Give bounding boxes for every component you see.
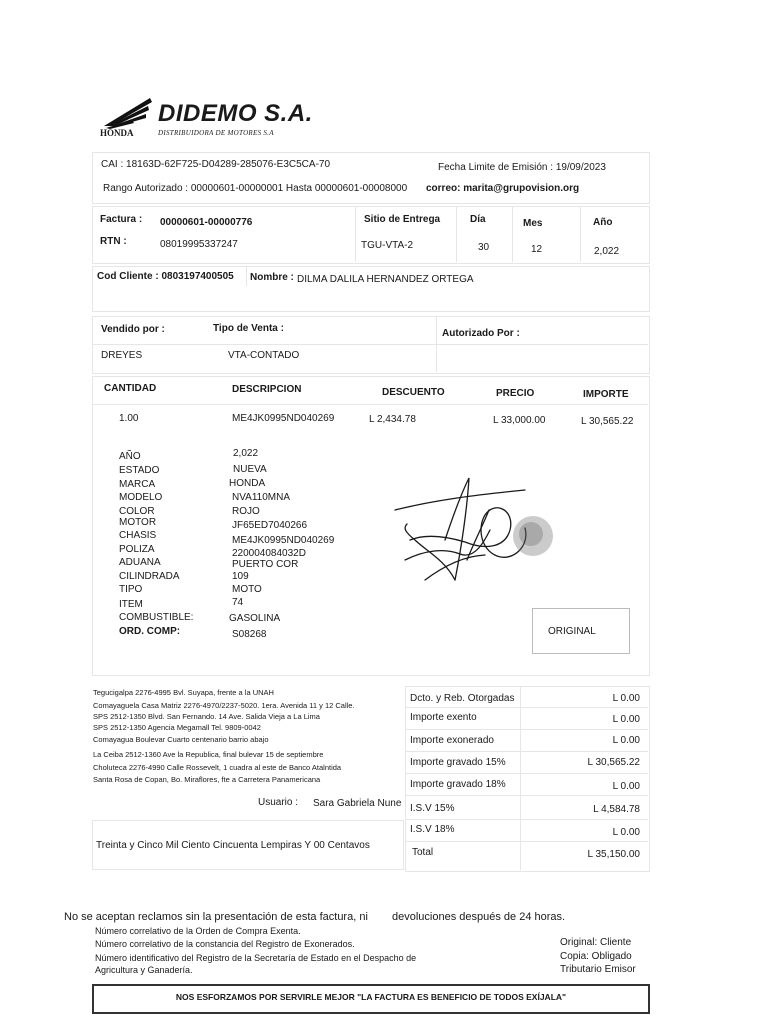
total-value: L 4,584.78 — [593, 804, 640, 815]
cod-cliente: Cod Cliente : 0803197400505 — [97, 271, 234, 282]
sale-box — [92, 316, 650, 374]
dia-value: 30 — [478, 242, 490, 253]
total-label: I.S.V 15% — [410, 803, 455, 814]
spec-label: TIPO — [119, 584, 143, 595]
notice-line: Agricultura y Ganadería. — [95, 965, 193, 975]
rango-autorizado: Rango Autorizado : 00000601-00000001 Hasta 00000601-00008000 — [103, 183, 408, 194]
copy-emisor: Tributario Emisor — [560, 964, 636, 975]
spec-label: CHASIS — [119, 530, 157, 541]
spec-label: AÑO — [119, 451, 141, 462]
spec-value: NVA110MNA — [232, 492, 290, 503]
total-value: L 30,565.22 — [587, 757, 640, 768]
mes-label: Mes — [523, 218, 543, 229]
spec-label: ORD. COMP: — [119, 626, 181, 637]
total-label: Total — [412, 847, 434, 858]
notice-line: Número correlativo de la constancia del Registro de Exonerados. — [95, 939, 355, 949]
spec-label: POLIZA — [119, 544, 155, 555]
col-precio: PRECIO — [496, 388, 535, 399]
sitio-label: Sitio de Entrega — [364, 214, 441, 225]
spec-value: GASOLINA — [229, 613, 281, 624]
col-cantidad: CANTIDAD — [104, 383, 157, 394]
spec-value: PUERTO COR — [232, 559, 299, 570]
vendido-label: Vendido por : — [101, 324, 165, 335]
autorizado-label: Autorizado Por : — [442, 328, 520, 339]
branch-line: SPS 2512-1350 Agencia Megamall Tel. 9809-0042 — [93, 723, 261, 732]
total-value: L 0.00 — [612, 781, 640, 792]
company-name: DIDEMO S.A. — [158, 100, 313, 127]
branch-line: Choluteca 2276-4990 Calle Rossevelt, 1 cuadra al este de Banco Atalntida — [93, 763, 342, 772]
rtn-value: 08019995337247 — [160, 239, 238, 250]
branch-line: Comayagua Boulevar Cuarto centenario barrio abajo — [93, 735, 269, 744]
branch-line: Tegucigalpa 2276-4995 Bvl. Suyapa, frente a la UNAH — [93, 688, 274, 697]
spec-value: HONDA — [229, 478, 266, 489]
total-label: Dcto. y Reb. Otorgadas — [410, 693, 515, 704]
slogan: NOS ESFORZAMOS POR SERVIRLE MEJOR "LA FACTURA ES BENEFICIO DE TODOS EXÍJALA" — [175, 992, 567, 1002]
dia-label: Día — [470, 214, 486, 225]
spec-label: ADUANA — [119, 557, 161, 568]
spec-value: 74 — [232, 597, 244, 608]
signature-image — [385, 470, 560, 590]
spec-label: MARCA — [119, 479, 156, 490]
spec-value: S08268 — [232, 629, 267, 640]
total-value: L 0.00 — [612, 735, 640, 746]
spec-value: 220004084032D — [232, 548, 306, 559]
original-stamp: ORIGINAL — [548, 626, 596, 637]
total-label: Importe exento — [410, 712, 477, 723]
col-descripcion: DESCRIPCION — [232, 384, 302, 395]
spec-value: ROJO — [232, 506, 260, 517]
total-label: Importe gravado 15% — [410, 757, 506, 768]
spec-label: ESTADO — [119, 465, 160, 476]
spec-value: 2,022 — [233, 448, 259, 459]
mes-value: 12 — [531, 244, 543, 255]
branch-line: La Ceiba 2512-1360 Ave la Republica, final bulevar 15 de septiembre — [93, 750, 324, 759]
total-label: Importe gravado 18% — [410, 779, 506, 790]
company-tagline: DISTRIBUIDORA DE MOTORES S.A — [158, 129, 274, 137]
item-cantidad: 1.00 — [119, 413, 139, 424]
spec-label: COMBUSTIBLE: — [119, 612, 194, 623]
spec-label: MODELO — [119, 492, 163, 503]
notice-line: Número identificativo del Registro de la Secretaría de Estado en el Despacho de — [95, 953, 417, 963]
copy-original: Original: Cliente — [560, 937, 632, 948]
sitio-value: TGU-VTA-2 — [361, 240, 414, 251]
total-value: L 0.00 — [612, 714, 640, 725]
spec-value: JF65ED7040266 — [232, 520, 308, 531]
copy-obligado: Copia: Obligado — [560, 951, 632, 962]
total-value: L 0.00 — [612, 827, 640, 838]
spec-value: ME4JK0995ND040269 — [232, 535, 335, 546]
item-descripcion: ME4JK0995ND040269 — [232, 413, 335, 424]
factura-value: 00000601-00000776 — [160, 217, 253, 228]
usuario-label: Usuario : — [258, 797, 299, 808]
item-descuento: L 2,434.78 — [369, 414, 416, 425]
spec-value: 109 — [232, 571, 249, 582]
col-descuento: DESCUENTO — [382, 387, 445, 398]
nombre-label: Nombre : — [250, 272, 294, 283]
total-label: I.S.V 18% — [410, 824, 455, 835]
branch-line: Santa Rosa de Copan, Bo. Miraflores, fte a Carretera Panamericana — [93, 775, 321, 784]
tipo-label: Tipo de Venta : — [213, 323, 284, 334]
spec-label: ITEM — [119, 599, 143, 610]
factura-label: Factura : — [100, 214, 143, 225]
total-value: L 0.00 — [612, 693, 640, 704]
branch-line: Comayaguela Casa Matriz 2276-4970/2237-5020. 1era. Avenida 11 y 12 Calle. — [93, 701, 355, 710]
tipo-value: VTA-CONTADO — [228, 350, 300, 361]
total-value: L 35,150.00 — [587, 849, 640, 860]
item-precio: L 33,000.00 — [493, 415, 546, 426]
spec-value: MOTO — [232, 584, 262, 595]
cai-text: CAI : 18163D-62F725-D04289-285076-E3C5CA-70 — [101, 159, 331, 170]
item-importe: L 30,565.22 — [581, 416, 634, 427]
vendido-value: DREYES — [101, 350, 143, 361]
spec-label: MOTOR — [119, 517, 157, 528]
nombre-value: DILMA DALILA HERNANDEZ ORTEGA — [297, 274, 474, 285]
spec-label: COLOR — [119, 506, 155, 517]
amount-words: Treinta y Cinco Mil Ciento Cincuenta Lempiras Y 00 Centavos — [96, 840, 370, 851]
fecha-limite: Fecha Limite de Emisión : 19/09/2023 — [438, 162, 606, 173]
branch-line: SPS 2512-1350 Blvd. San Fernando. 14 Ave. Salida Vieja a La Lima — [93, 712, 320, 721]
col-importe: IMPORTE — [583, 389, 629, 400]
anio-label: Año — [593, 217, 613, 228]
spec-value: NUEVA — [233, 464, 267, 475]
honda-wing-icon — [102, 96, 154, 132]
usuario-value: Sara Gabriela Nune — [313, 798, 402, 809]
spec-label: CILINDRADA — [119, 571, 180, 582]
total-label: Importe exonerado — [410, 735, 494, 746]
notice-main-b: devoluciones después de 24 horas. — [392, 911, 566, 923]
correo: correo: marita@grupovision.org — [426, 183, 580, 194]
notice-line: Número correlativo de la Orden de Compra Exenta. — [95, 926, 301, 936]
rtn-label: RTN : — [100, 236, 127, 247]
anio-value: 2,022 — [594, 246, 620, 257]
notice-main-a: No se aceptan reclamos sin la presentación de esta factura, ni — [64, 911, 368, 923]
brand-label: HONDA — [100, 128, 134, 138]
